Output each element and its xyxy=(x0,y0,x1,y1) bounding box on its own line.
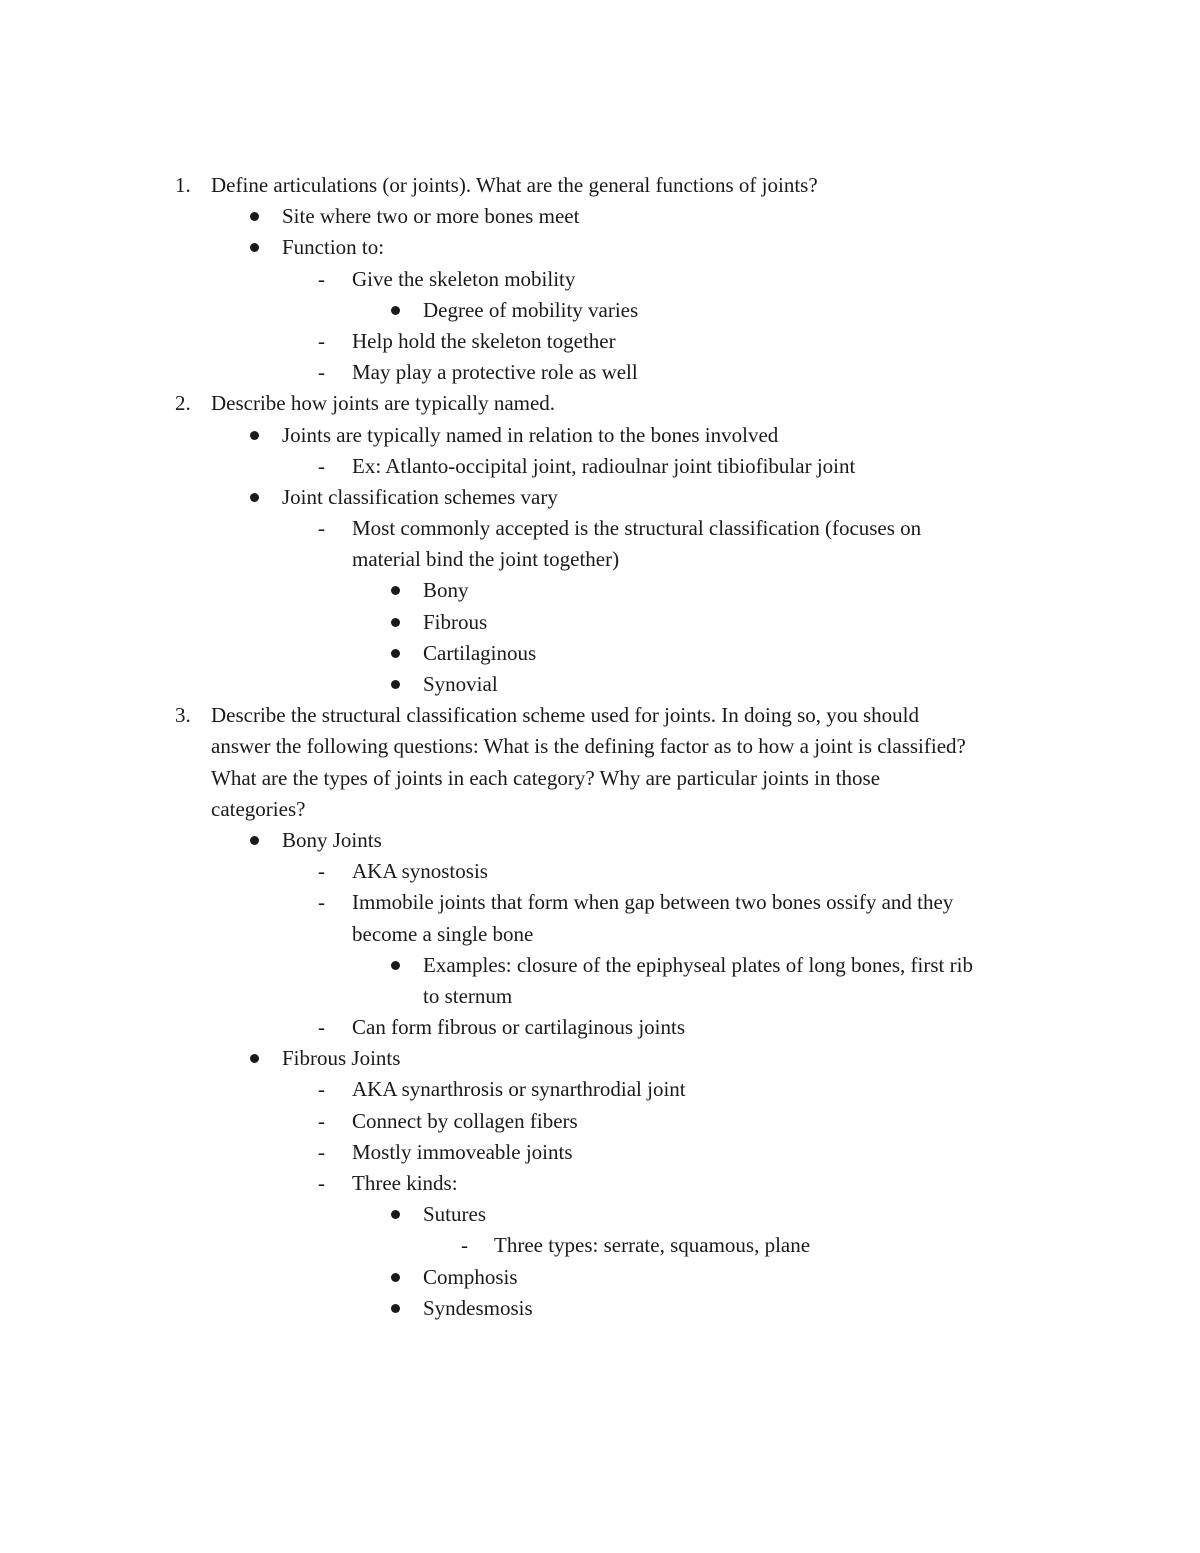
list-item xyxy=(0,1012,1200,1043)
list-item xyxy=(0,201,1200,232)
list-item xyxy=(0,887,1200,918)
list-item-text: AKA synostosis xyxy=(352,859,488,884)
list-item-text: Comphosis xyxy=(423,1264,518,1289)
list-item-text: Three kinds: xyxy=(352,1171,458,1195)
question-text: categories? xyxy=(211,796,306,821)
question-number: 2. xyxy=(175,391,191,416)
list-item xyxy=(0,638,1200,669)
question-text: Describe the structural classification scheme used for joints. In doing so, you should xyxy=(211,703,920,728)
list-item xyxy=(0,451,1200,482)
question-continuation xyxy=(0,763,1200,794)
question-continuation xyxy=(0,794,1200,825)
list-item-text: Cartilaginous xyxy=(423,640,537,665)
list-item-text: Connect by collagen fibers xyxy=(352,1108,578,1133)
list-item xyxy=(0,1137,1200,1168)
list-item-text: Bony Joints xyxy=(282,827,382,852)
list-item xyxy=(0,1168,1200,1199)
list-item xyxy=(0,950,1200,981)
list-item xyxy=(0,1293,1200,1324)
list-item xyxy=(0,1106,1200,1137)
list-item-text: material bind the joint together) xyxy=(352,547,620,572)
list-item-text: Give the skeleton mobility xyxy=(352,266,576,291)
list-item xyxy=(0,1262,1200,1293)
dash-marker: - xyxy=(318,1077,325,1102)
question-1 xyxy=(0,170,1200,201)
question-continuation xyxy=(0,731,1200,762)
list-item-text: Function to: xyxy=(282,235,385,260)
dash-marker: - xyxy=(318,266,325,291)
list-item xyxy=(0,1230,1200,1261)
list-item-continuation xyxy=(0,544,1200,575)
list-item-continuation xyxy=(0,919,1200,950)
question-text: What are the types of joints in each category? Why are particular joints in those xyxy=(211,765,881,790)
list-item xyxy=(0,482,1200,513)
list-item xyxy=(0,513,1200,544)
dash-marker: - xyxy=(318,1015,325,1040)
question-text: answer the following questions: What is the defining factor as to how a joint is classified? xyxy=(211,734,966,759)
question-text: Define articulations (or joints). What are the general functions of joints? xyxy=(211,173,818,197)
dash-marker: - xyxy=(318,360,325,385)
dash-marker: - xyxy=(318,1139,325,1164)
list-item xyxy=(0,357,1200,388)
list-item-text: Syndesmosis xyxy=(423,1295,533,1320)
list-item-text: Fibrous Joints xyxy=(282,1046,401,1071)
list-item-text: Fibrous xyxy=(423,609,488,634)
list-item-text: Joints are typically named in relation to the bones involved xyxy=(282,422,779,447)
document-body xyxy=(0,170,1200,1324)
question-number: 3. xyxy=(175,703,191,728)
list-item-text: become a single bone xyxy=(352,921,534,946)
list-item-text: Site where two or more bones meet xyxy=(282,204,580,229)
list-item-text: Immobile joints that form when gap between two bones ossify and they xyxy=(352,890,954,915)
list-item-text: Mostly immoveable joints xyxy=(352,1139,573,1164)
list-item xyxy=(0,420,1200,451)
dash-marker: - xyxy=(318,453,325,478)
dash-marker: - xyxy=(318,328,325,353)
list-item-text: Can form fibrous or cartilaginous joints xyxy=(352,1015,686,1040)
list-item-text: AKA synarthrosis or synarthrodial joint xyxy=(352,1077,686,1102)
list-item-text: Degree of mobility varies xyxy=(423,297,639,322)
list-item-text: Bony xyxy=(423,578,469,603)
dash-marker: - xyxy=(318,890,325,915)
dash-marker: - xyxy=(318,516,325,541)
list-item xyxy=(0,825,1200,856)
question-3 xyxy=(0,700,1200,731)
dash-marker: - xyxy=(318,1171,325,1195)
list-item-text: Sutures xyxy=(423,1202,486,1227)
dash-marker: - xyxy=(461,1233,468,1258)
list-item-text: May play a protective role as well xyxy=(352,360,638,385)
list-item-text: to sternum xyxy=(423,983,513,1008)
list-item-text: Ex: Atlanto-occipital joint, radioulnar joint tibiofibular joint xyxy=(352,453,856,478)
list-item-text: Most commonly accepted is the structural classification (focuses on xyxy=(352,516,922,541)
list-item xyxy=(0,326,1200,357)
list-item xyxy=(0,295,1200,326)
list-item-text: Examples: closure of the epiphyseal plates of long bones, first rib xyxy=(423,952,973,977)
list-item xyxy=(0,1199,1200,1230)
dash-marker: - xyxy=(318,859,325,884)
question-text: Describe how joints are typically named. xyxy=(211,391,556,416)
list-item-text: Synovial xyxy=(423,672,498,696)
list-item-continuation xyxy=(0,981,1200,1012)
list-item-text: Three types: serrate, squamous, plane xyxy=(494,1233,811,1258)
list-item xyxy=(0,232,1200,263)
list-item xyxy=(0,1043,1200,1074)
list-item xyxy=(0,607,1200,638)
list-item xyxy=(0,669,1200,700)
question-2 xyxy=(0,388,1200,419)
list-item xyxy=(0,856,1200,887)
question-number: 1. xyxy=(175,173,191,197)
list-item-text: Joint classification schemes vary xyxy=(282,484,558,509)
list-item xyxy=(0,1074,1200,1105)
dash-marker: - xyxy=(318,1108,325,1133)
list-item xyxy=(0,264,1200,295)
list-item-text: Help hold the skeleton together xyxy=(352,328,616,353)
list-item xyxy=(0,575,1200,606)
